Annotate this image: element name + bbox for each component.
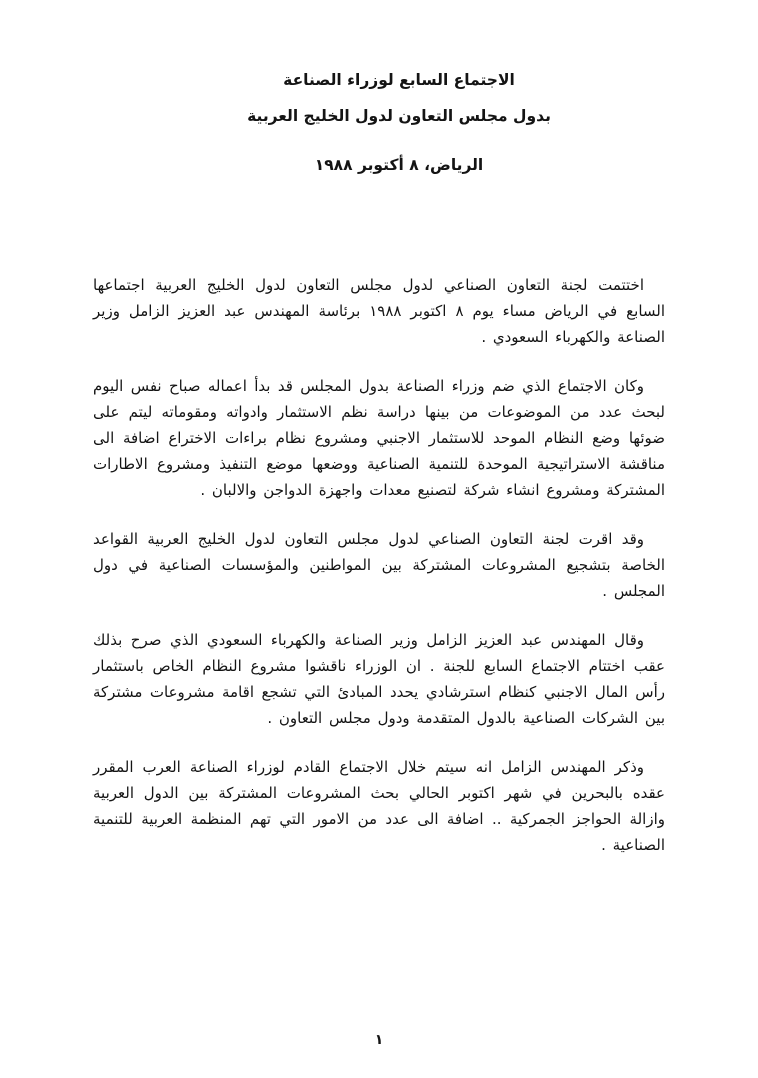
page-number: ١ — [374, 1032, 384, 1048]
paragraph-4: وقال المهندس عبد العزيز الزامل وزير الصناعة والكهرباء السعودي الذي صرح بذلك عقب اختتام الاجتماع السابع للجنة . ان الوزراء ناقشوا مشروع النظام الخاص باستثمار رأس المال الاجنبي كنظام استرشادي يحدد المبادئ التي تشجع اقامة مشروعات مشتركة بين الشركات الصناعية بالدول المتقدمة ودول مجلس التعاون . — [93, 631, 665, 727]
document-header — [0, 0, 758, 180]
document-title-line-1: الاجتماع السابع لوزراء الصناعة — [283, 71, 515, 89]
document-body — [93, 272, 665, 881]
paragraph-1: اختتمت لجنة التعاون الصناعي لدول مجلس التعاون لدول الخليج العربية اجتماعها السابع في الرياض مساء يوم ٨ اكتوبر ١٩٨٨ برئاسة المهندس عبد العزيز الزامل وزير الصناعة والكهرباء السعودي . — [93, 276, 666, 346]
paragraph-5: وذكر المهندس الزامل انه سيتم خلال الاجتماع القادم لوزراء الصناعة العرب المقرر عقده بالبحرين في شهر اكتوبر الحالي بحث المشروعات المشتركة بين الدول العربية وازالة الحواجز الجمركية .. اضافة الى عدد من الامور التي تهم المنظمة العربية للتنمية الصناعية . — [93, 758, 665, 854]
page-footer — [0, 1032, 758, 1048]
paragraph-2: وكان الاجتماع الذي ضم وزراء الصناعة بدول المجلس قد بدأ اعماله صباح نفس اليوم لبحث عدد من الموضوعات من بينها دراسة نظم الاستثمار وادواته ومقوماته ليتم على ضوئها وضع النظام الموحد للاستثمار الاجنبي ومشروع نظام براءات الاختراع اضافة الى مناقشة الاستراتيجية الموحدة للتنمية الصناعية ووضعها موضع التنفيذ ومشروع الاطارات المشتركة ومشروع انشاء شركة لتصنيع معدات واجهزة الدواجن والالبان . — [93, 377, 665, 499]
paragraph-3: وقد اقرت لجنة التعاون الصناعي لدول مجلس التعاون لدول الخليج العربية القواعد الخاصة بتشجيع المشروعات المشتركة بين المواطنين والمؤسسات الصناعية في دول المجلس . — [93, 530, 665, 600]
document-dateline: الرياض، ٨ أكتوبر ١٩٨٨ — [314, 156, 484, 174]
document-title-line-2: بدول مجلس التعاون لدول الخليج العربية — [247, 107, 551, 125]
